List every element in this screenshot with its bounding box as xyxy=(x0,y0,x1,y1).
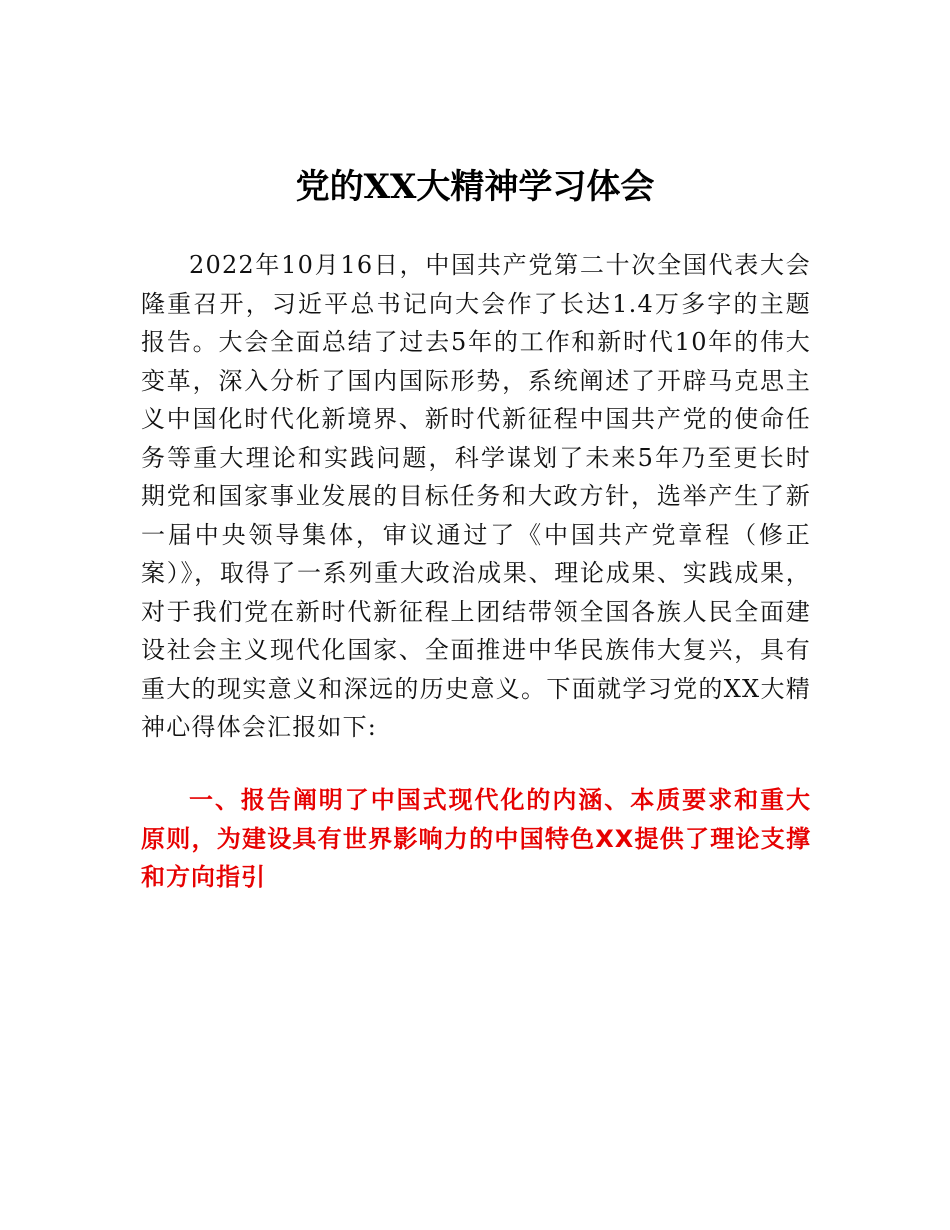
section-one-heading: 一、报告阐明了中国式现代化的内涵、本质要求和重大原则，为建设具有世界影响力的中国特色XX提供了理论支撑和方向指引 xyxy=(141,786,811,891)
intro-paragraph: 2022年10月16日，中国共产党第二十次全国代表大会隆重召开，习近平总书记向大会作了长达1.4万多字的主题报告。大会全面总结了过去5年的工作和新时代10年的伟大变革，深入分析了国内国际形势，系统阐述了开辟马克思主义中国化时代化新境界、新时代新征程中国共产党的使命任务等重大理论和实践问题，科学谋划了未来5年乃至更长时期党和国家事业发展的目标任务和大政方针，选举产生了新一届中央领导集体，审议通过了《中国共产党章程（修正案）》，取得了一系列重大政治成果、理论成果、实践成果，对于我们党在新时代新征程上团结带领全国各族人民全面建设社会主义现代化国家、全面推进中华民族伟大复兴，具有重大的现实意义和深远的历史意义。下面就学习党的XX大精神心得体会汇报如下: xyxy=(141,251,811,741)
document-title: 党的XX大精神学习体会 xyxy=(295,167,655,207)
